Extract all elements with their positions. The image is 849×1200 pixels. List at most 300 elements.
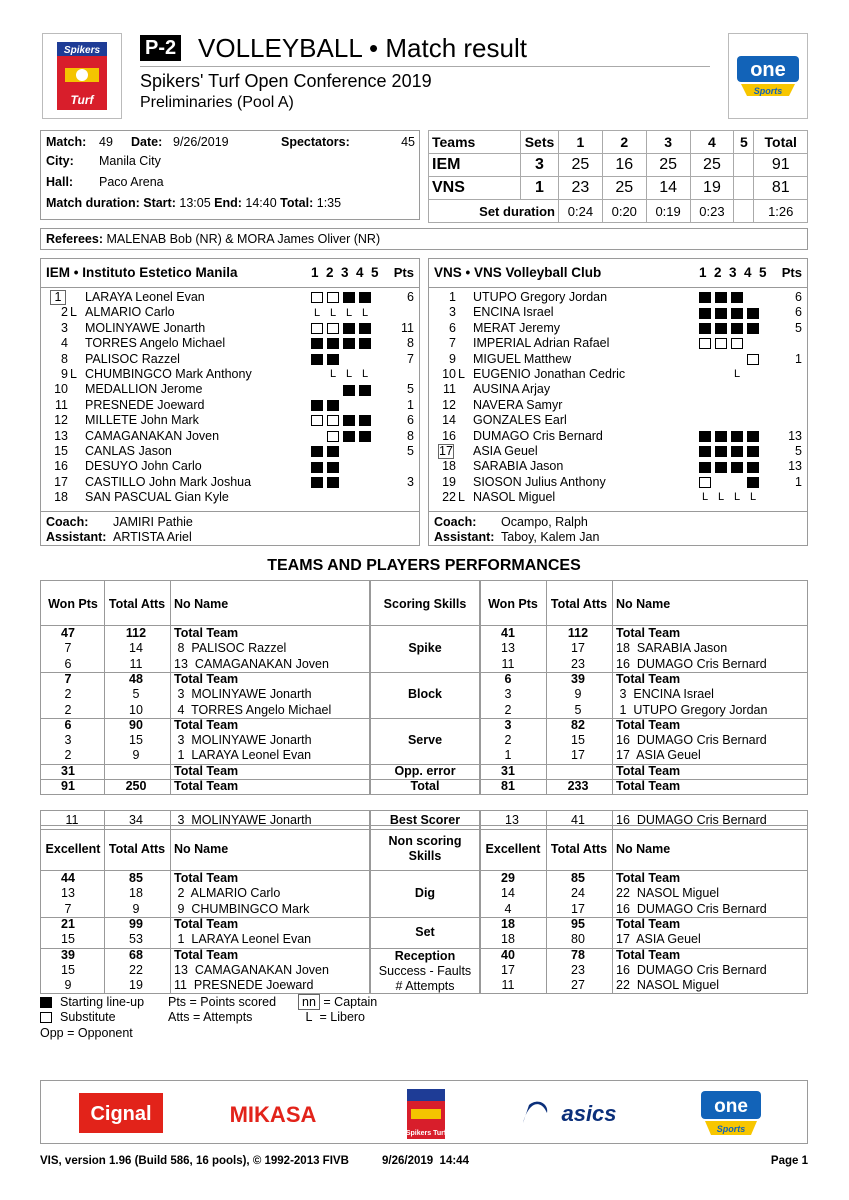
player-sets [699,321,763,336]
player-number: 16 [442,428,456,443]
player-name: 13 CAMAGANAKAN Joven [174,656,329,671]
substitute-square-icon [311,415,323,426]
starting-lineup-square-icon [699,431,711,442]
svg-text:one: one [714,1096,748,1117]
footer-page: Page 1 [770,1155,808,1167]
starting-lineup-square-icon [343,323,355,334]
skill-subtitle: # Attempts [395,978,455,993]
player-row [429,290,807,305]
city-value: Manila City [99,154,161,168]
svg-text:Turf: Turf [70,93,94,107]
starting-lineup-square-icon [715,323,727,334]
player-points: 5 [407,382,414,397]
player-number: 16 [54,459,68,474]
player-sets [699,290,747,305]
player-sets [699,475,763,490]
player-row [41,367,419,382]
won-points: 18 [501,932,515,947]
won-points: 40 [501,947,515,962]
team2-set-score: 23 [559,177,603,200]
empty-slot [731,477,743,488]
player-row [429,352,807,367]
player-number: 6 [449,320,456,335]
starting-lineup-square-icon [731,323,743,334]
won-points: 17 [501,962,515,977]
total-attempts: 85 [129,871,143,885]
date-label: Date: [131,135,163,149]
set2-header: 2 [602,131,646,154]
legend-libero: = Libero [319,1010,366,1024]
player-name: TORRES Angelo Michael [85,336,226,351]
player-points: 5 [795,444,802,458]
player-sets [311,321,375,336]
starting-lineup-square-icon [327,477,339,488]
end-label: End: [214,196,242,210]
player-row [429,490,807,505]
libero-mark: L [701,491,709,504]
start-time: 13:05 [179,196,211,210]
skill-name: Serve [407,733,443,748]
match-date: 9/26/2019 [173,135,229,149]
table-frame [480,580,808,795]
player-name: Total Team [616,779,681,793]
empty-slot [715,477,727,488]
player-name: Total Team [174,717,239,732]
libero-mark: L [345,306,353,319]
starting-lineup-square-icon [343,385,355,396]
starting-lineup-square-icon [715,292,727,303]
player-number: 10 [54,382,68,397]
player-points: 6 [407,413,414,428]
team-b-roster [428,258,808,546]
total-attempts: 80 [571,932,585,947]
won-points: 18 [501,916,515,931]
starting-lineup-square-icon [699,292,711,303]
libero-flag: L [458,367,465,381]
team1-set-score: 25 [559,154,603,177]
assistant-name: ARTISTA Ariel [113,530,192,544]
player-number: 19 [442,474,456,489]
won-points: 2 [504,733,512,748]
starting-lineup-square-icon [359,338,371,349]
substitute-square-icon [731,338,743,349]
won-points: 44 [61,871,75,885]
team1-total: 91 [754,154,808,177]
sponsor-one-sports [697,1087,765,1139]
total-attempts: 23 [571,656,585,671]
won-points: 21 [61,916,75,931]
player-row [41,321,419,336]
coach-label: Coach: [46,515,89,529]
col-header: Scoring Skills [383,596,467,611]
player-name: Total Team [616,916,681,931]
player-name: Total Team [616,671,681,686]
starting-lineup-square-icon [327,400,339,411]
player-name: Total Team [174,947,239,962]
divider [612,580,613,794]
libero-marker: L [305,1010,313,1024]
starting-lineup-square-icon [343,338,355,349]
player-sets [699,444,763,459]
player-name: CHUMBINGCO Mark Anthony [85,367,252,381]
player-name: 16 DUMAGO Cris Bernard [616,901,767,916]
total-label: Total: [280,196,314,210]
won-points: 81 [501,779,515,793]
player-name: AUSINA Arjay [473,382,551,397]
total-attempts: 19 [129,978,143,993]
col-header: Total Atts [108,841,166,856]
starting-lineup-square-icon [747,323,759,334]
match-number: 49 [99,135,113,149]
player-name: MEDALLION Jerome [85,382,203,397]
legend-opp: Opp = Opponent [40,1026,133,1040]
total-attempts: 17 [571,641,585,656]
player-sets [311,459,343,474]
starting-lineup-square-icon [311,462,323,473]
total-attempts: 9 [132,748,140,763]
player-name: 16 DUMAGO Cris Bernard [616,656,767,671]
col-header: No Name [616,841,671,856]
table-frame [480,825,808,994]
team-a-title: IEM • Instituto Estetico Manila [46,265,238,280]
won-points: 13 [501,641,515,656]
pts-header: Pts [393,265,414,280]
player-row [41,352,419,367]
match-label: Match: [46,135,87,149]
won-points: 29 [501,871,515,885]
player-points: 6 [795,305,802,320]
player-points: 7 [407,351,414,366]
legend-substitute: Substitute [60,1010,116,1024]
player-sets [311,336,375,351]
starting-lineup-square-icon [747,462,759,473]
player-points: 6 [407,290,414,304]
won-points: 11 [501,656,515,671]
player-sets [311,367,375,382]
total-attempts: 23 [571,962,585,977]
best-scorer-label: Best Scorer [389,813,461,828]
divider [170,580,171,794]
set-duration-label: Set duration [429,200,559,223]
player-sets [699,429,763,444]
skill-name: Total [410,779,440,794]
player-row [429,382,807,397]
mikasa-logo-text: MIKASA [229,1102,317,1127]
team2-code: VNS [429,177,521,200]
sponsor-asics [519,1095,631,1131]
player-name: 22 NASOL Miguel [616,886,720,901]
player-name: 3 ENCINA Israel [616,687,714,702]
total-attempts: 112 [125,626,147,640]
substitute-square-icon [699,338,711,349]
libero-flag: L [70,305,77,320]
player-name: 18 SARABIA Jason [616,641,728,656]
won-points: 91 [61,779,75,793]
player-name: 22 NASOL Miguel [616,978,720,993]
won-points: 2 [64,748,72,763]
city-label: City: [46,154,74,168]
substitute-square-icon [311,292,323,303]
divider [546,580,547,794]
libero-mark: L [361,368,369,381]
starting-lineup-square-icon [715,462,727,473]
substitute-square-icon [715,338,727,349]
best-scorer-points: 11 [65,813,79,828]
total-attempts: 17 [571,901,585,916]
player-sets [699,367,747,382]
substitute-square-icon [311,323,323,334]
player-name: Total Team [174,671,239,686]
team-a-roster [40,258,420,546]
total-attempts: 85 [571,871,585,885]
col-header: Total Atts [550,841,608,856]
best-scorer-attempts: 34 [129,813,143,828]
player-number: 12 [442,397,456,412]
player-row [41,413,419,428]
sponsor-mikasa [211,1099,335,1129]
won-points: 3 [504,717,512,732]
won-points: 6 [504,671,512,686]
player-name: Total Team [616,626,681,640]
starting-lineup-square-icon [311,400,323,411]
sets-columns-header: 1 2 3 4 5 [311,265,379,280]
legend [40,995,440,1045]
player-row [429,475,807,490]
player-sets [311,382,375,397]
divider [170,825,171,993]
won-points: 3 [64,733,72,748]
player-row [41,336,419,351]
team1-code: IEM [429,154,521,177]
player-name: Total Team [616,717,681,732]
empty-slot [311,431,323,442]
player-name: Total Team [616,871,681,885]
player-row [429,413,807,428]
total-attempts: 27 [571,978,585,993]
footer-version: VIS, version 1.96 (Build 586, 16 pools), © 1992-2013 FIVB [40,1155,349,1167]
spectators-count: 45 [401,135,415,149]
duration-label: Match duration: [46,196,140,210]
player-row [429,367,807,382]
spikers-logo-text: Spikers Turf [405,1130,447,1137]
starting-lineup-square-icon [359,292,371,303]
total-attempts: 48 [129,671,143,686]
starting-lineup-square-icon [343,415,355,426]
coach-label: Coach: [434,515,477,529]
player-name: 9 CHUMBINGCO Mark [174,901,310,916]
player-row [41,475,419,490]
player-name: Total Team [174,871,239,885]
won-points: 1 [504,748,512,763]
starting-lineup-square-icon [731,446,743,457]
total-attempts: 9 [132,901,140,916]
libero-mark: L [329,306,337,319]
player-name: IMPERIAL Adrian Rafael [473,336,610,351]
player-row [41,444,419,459]
substitute-square-icon [747,354,759,365]
skill-name: Spike [408,641,442,656]
player-sets [311,290,375,305]
pts-header: Pts [781,265,802,280]
player-points: 1 [795,351,802,366]
libero-mark: L [733,491,741,504]
player-name: 2 ALMARIO Carlo [174,886,281,901]
player-name: 17 ASIA Geuel [616,748,701,763]
player-name: ALMARIO Carlo [85,305,175,320]
total-attempts: 14 [129,641,143,656]
referees-label: Referees: [46,232,103,246]
total-attempts: 24 [571,886,585,901]
substitute-square-icon [327,415,339,426]
player-name: 1 UTUPO Gregory Jordan [616,702,768,717]
won-points: 41 [501,626,515,640]
won-points: 2 [504,702,512,717]
starting-lineup-square-icon [747,446,759,457]
player-name: MIGUEL Matthew [473,351,572,366]
player-row [41,382,419,397]
starting-lineup-square-icon [731,462,743,473]
total-attempts: 112 [567,626,589,640]
skill-name: Block [407,687,443,702]
col-header: No Name [616,596,671,611]
col-header: Excellent [485,841,541,856]
player-number: 11 [55,397,68,412]
logo-one-sports [728,33,808,119]
competition-phase: Preliminaries (Pool A) [140,94,294,111]
player-row [429,459,807,474]
best-scorer-points: 13 [505,813,519,828]
player-number: 18 [442,459,456,474]
player-points: 13 [788,459,802,474]
player-row [41,290,419,305]
total-attempts: 17 [571,748,585,763]
referees-names: MALENAB Bob (NR) & MORA James Oliver (NR) [106,232,381,246]
player-name: Total Team [174,916,239,931]
player-points: 5 [795,320,802,335]
performance-title: TEAMS AND PLAYERS PERFORMANCES [267,557,581,574]
starting-lineup-square-icon [747,431,759,442]
player-name: PALISOC Razzel [85,351,180,366]
libero-mark: L [329,368,337,381]
starting-lineup-square-icon [311,477,323,488]
won-points: 11 [501,978,515,993]
starting-lineup-square-icon [343,292,355,303]
set1-header: 1 [559,131,603,154]
libero-mark: L [717,491,725,504]
won-points: 14 [501,886,515,901]
team1-set-score [734,154,754,177]
player-sets [699,490,763,505]
player-name: CANLAS Jason [85,444,172,458]
player-sets [699,305,763,320]
end-time: 14:40 [245,196,277,210]
player-name: DUMAGO Cris Bernard [473,428,603,443]
player-number: 7 [449,336,456,351]
starting-lineup-square-icon [311,354,323,365]
total-duration: 1:26 [754,200,808,223]
player-points: 6 [795,290,802,304]
player-name: 1 LARAYA Leonel Evan [174,748,312,763]
player-name: ENCINA Israel [473,305,554,320]
starting-lineup-square-icon [327,446,339,457]
divider [104,825,105,993]
cignal-logo-text: Cignal [90,1103,152,1125]
start-label: Start: [143,196,176,210]
player-name: Total Team [174,779,239,793]
player-points: 1 [795,474,802,489]
total-attempts: 10 [129,702,143,717]
player-name: LARAYA Leonel Evan [85,290,205,304]
starting-lineup-square-icon [327,338,339,349]
player-points: 8 [407,336,414,351]
player-name: 11 PRESNEDE Joeward [174,978,314,993]
libero-mark: L [345,368,353,381]
player-number: 9 [61,367,68,381]
coach-name: Ocampo, Ralph [501,515,588,529]
libero-flag: L [70,367,77,381]
set-duration: 0:24 [559,200,603,223]
starting-lineup-square-icon [747,477,759,488]
sponsor-cignal [79,1093,163,1133]
legend-captain: = Captain [323,995,378,1009]
set-duration: 0:19 [646,200,690,223]
svg-text:Sports: Sports [716,1124,746,1134]
player-number: 15 [54,444,68,458]
player-row [41,398,419,413]
empty-slot [731,354,743,365]
player-name: DESUYO John Carlo [85,459,202,474]
player-number: 18 [54,490,68,505]
player-number: 17 [54,474,68,489]
won-points: 2 [64,702,72,717]
asics-logo-text: asics [561,1101,617,1126]
won-points: 15 [61,962,75,977]
player-name: EUGENIO Jonathan Cedric [473,367,626,381]
assistant-name: Taboy, Kalem Jan [501,530,600,544]
team1-set-score: 16 [602,154,646,177]
footer-date: 9/26/2019 14:44 [382,1155,469,1167]
player-name: NASOL Miguel [473,490,556,505]
player-number: 9 [449,351,456,366]
player-name: CAMAGANAKAN Joven [85,428,220,443]
empty-slot [699,354,711,365]
total-attempts: 78 [571,947,585,962]
libero-mark: L [749,491,757,504]
player-name: ASIA Geuel [473,444,538,458]
assistant-label: Assistant: [434,530,495,544]
table-frame [40,825,370,994]
won-points: 6 [64,656,72,671]
sets-columns-header: 1 2 3 4 5 [699,265,767,280]
sponsor-spikers-turf [401,1087,451,1141]
won-points: 31 [501,763,515,778]
substitute-square-icon [327,323,339,334]
player-row [429,444,807,459]
player-name: UTUPO Gregory Jordan [473,290,608,304]
total-attempts: 15 [571,733,585,748]
table-frame [40,580,370,795]
best-scorer-name: 16 DUMAGO Cris Bernard [616,813,767,828]
player-number: 13 [54,428,68,443]
empty-slot [311,369,323,380]
total-time: 1:35 [316,196,342,210]
total-attempts: 15 [129,733,143,748]
total-attempts: 5 [132,687,140,702]
starting-lineup-square-icon [40,997,52,1008]
player-name: SIOSON Julius Anthony [473,474,606,489]
won-points: 47 [61,626,75,640]
player-row [429,398,807,413]
